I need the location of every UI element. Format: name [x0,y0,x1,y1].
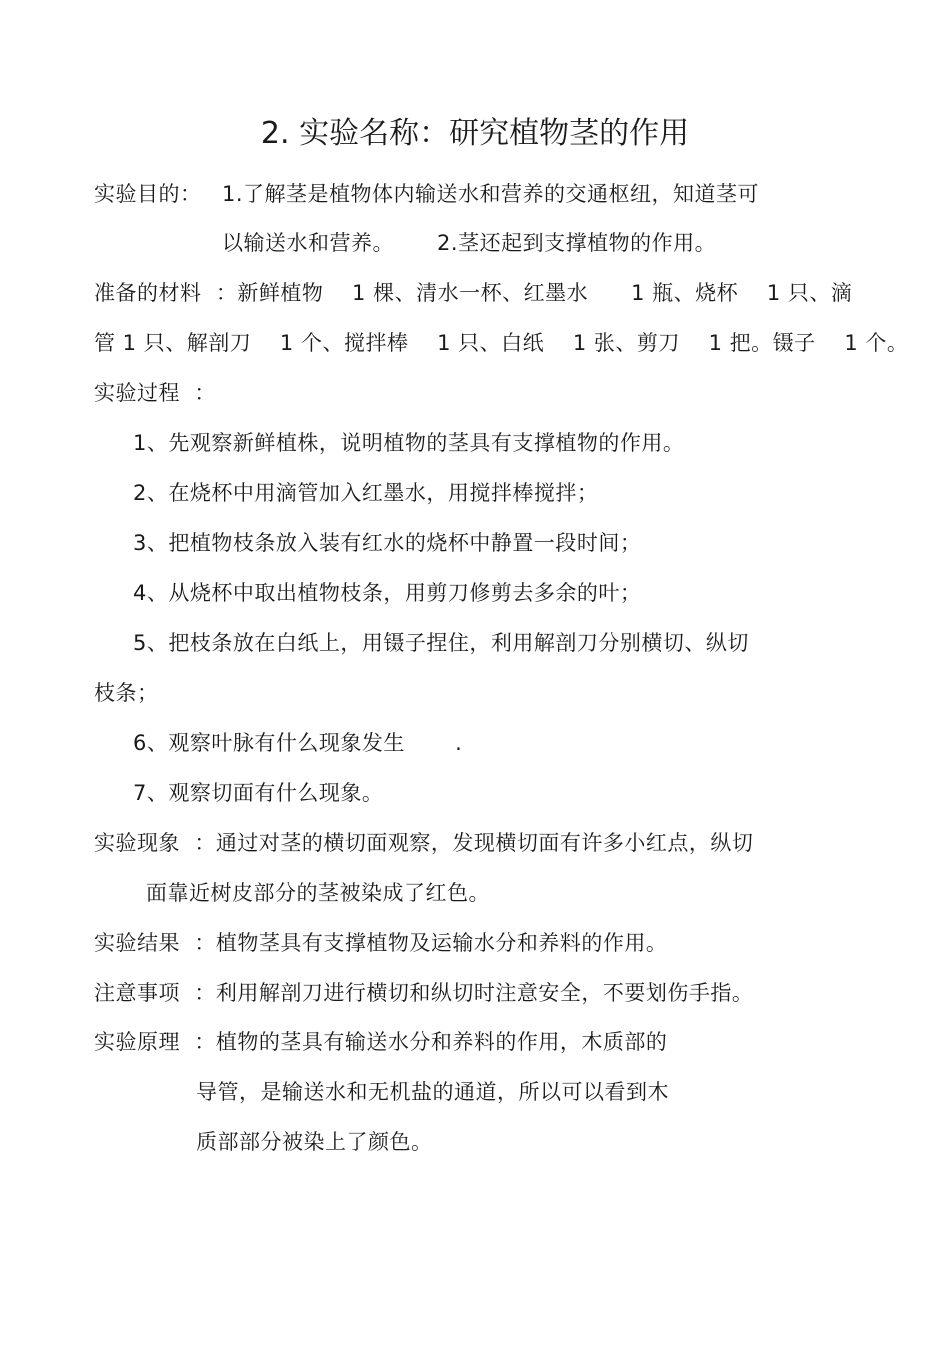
process-label: 实验过程 ： [94,381,216,405]
process-step: 4、从烧杯中取出植物枝条，用剪刀修剪去多余的叶； [133,581,642,605]
purpose-label: 实验目的： [94,182,202,206]
phenomenon-line-2: 面靠近树皮部分的茎被染成了红色。 [146,881,490,905]
process-step: 7、观察切面有什么现象。 [133,781,384,805]
phenomenon-line-1: 实验现象 ：通过对茎的横切面观察，发现横切面有许多小红点，纵切 [94,831,754,855]
principle-line-1: 实验原理 ：植物的茎具有输送水分和养料的作用，木质部的 [94,1030,668,1054]
result-line: 实验结果 ：植物茎具有支撑植物及运输水分和养料的作用。 [94,931,668,955]
purpose-line-1: 1.了解茎是植物体内输送水和营养的交通枢纽，知道茎可 [222,182,760,206]
purpose-line-2: 以输送水和营养。 2.茎还起到支撑植物的作用。 [222,231,717,255]
process-step: 6、观察叶脉有什么现象发生 . [133,731,463,755]
notes-line: 注意事项 ：利用解剖刀进行横切和纵切时注意安全，不要划伤手指。 [94,981,754,1005]
principle-line-3: 质部部分被染上了颜色。 [196,1130,433,1154]
process-step: 2、在烧杯中用滴管加入红墨水，用搅拌棒搅拌； [133,481,599,505]
process-step-continuation: 枝条； [94,681,159,705]
materials-line-2: 管 1 只、解剖刀 1 个、搅拌棒 1 只、白纸 1 张、剪刀 1 把。镊子 1 个。 [94,331,909,355]
process-step: 3、把植物枝条放入装有红水的烧杯中静置一段时间； [133,531,642,555]
principle-line-2: 导管，是输送水和无机盐的通道，所以可以看到木 [196,1080,669,1104]
process-step: 1、先观察新鲜植株，说明植物的茎具有支撑植物的作用。 [133,431,685,455]
materials-line-1: 准备的材料 ：新鲜植物 1 棵、清水一杯、红墨水 1 瓶、烧杯 1 只、滴 [94,281,853,305]
page-title: 2. 实验名称：研究植物茎的作用 [260,116,690,151]
process-step: 5、把枝条放在白纸上，用镊子捏住，利用解剖刀分别横切、纵切 [133,631,749,655]
